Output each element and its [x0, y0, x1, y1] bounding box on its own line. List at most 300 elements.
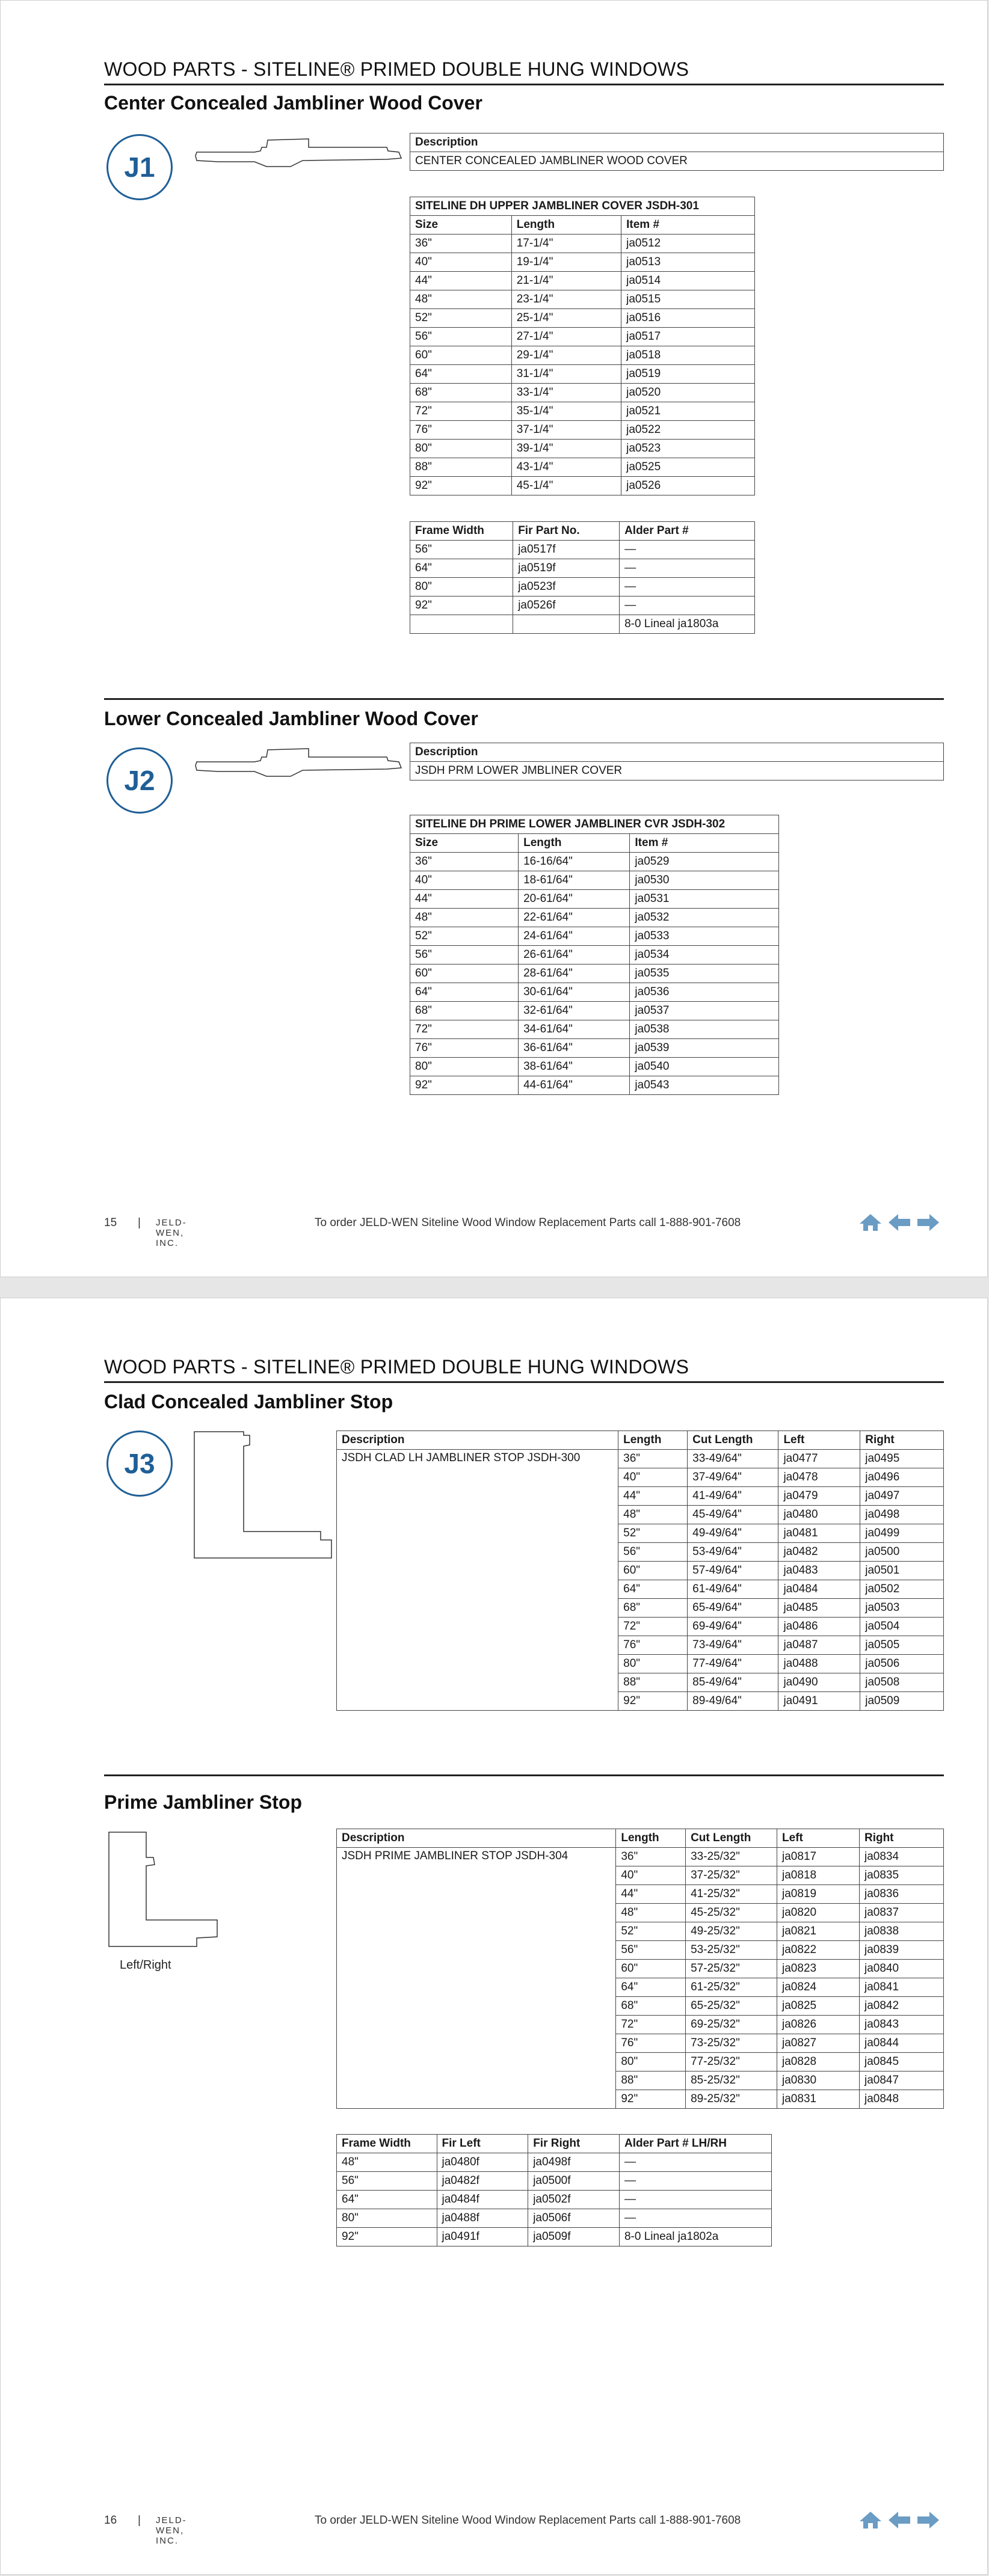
table-cell: 19-1/4" — [511, 253, 621, 272]
table-cell: 85-25/32" — [686, 2072, 777, 2090]
table-cell: ja0502 — [860, 1580, 944, 1599]
table-cell: 44" — [616, 1885, 686, 1904]
table-cell: ja0543 — [630, 1076, 779, 1095]
table-cell: 68" — [410, 1002, 519, 1020]
table-cell: — — [619, 2191, 771, 2209]
table-row — [410, 290, 755, 309]
table-cell: ja0840 — [859, 1960, 943, 1978]
table-row — [337, 2172, 772, 2191]
table-cell: ja0836 — [859, 1885, 943, 1904]
prime-jambliner-stop-profile-drawing — [106, 1830, 227, 1950]
footer-separator: | — [138, 2514, 141, 2527]
table-cell: ja0526 — [621, 477, 755, 495]
j1-table-title: SITELINE DH UPPER JAMBLINER COVER JSDH-301 — [410, 197, 755, 216]
table-cell: ja0506 — [860, 1655, 944, 1673]
table-cell: ja0501 — [860, 1562, 944, 1580]
table-cell: 64" — [410, 559, 513, 578]
table-cell: 52" — [618, 1524, 688, 1543]
table-row — [410, 346, 755, 365]
table-cell: ja0536 — [630, 983, 779, 1002]
table-cell: ja0531 — [630, 890, 779, 909]
table-cell: 22-61/64" — [519, 909, 630, 927]
table-cell: ja0497 — [860, 1487, 944, 1506]
clad-jambliner-stop-profile-drawing — [192, 1429, 336, 1562]
table-row — [410, 421, 755, 440]
table-cell: 40" — [618, 1468, 688, 1487]
table-cell: ja0520 — [621, 384, 755, 402]
table-cell: 26-61/64" — [519, 946, 630, 964]
table-cell: 56" — [410, 946, 519, 964]
table-cell: 57-25/32" — [686, 1960, 777, 1978]
order-phone-text: To order JELD-WEN Siteline Wood Window Replacement Parts call 1-888-901-7608 — [315, 2514, 741, 2527]
table-cell: ja0821 — [777, 1922, 860, 1941]
table-cell: 33-25/32" — [686, 1848, 777, 1866]
table-cell: ja0823 — [777, 1960, 860, 1978]
table-cell: 30-61/64" — [519, 983, 630, 1002]
table-cell: 89-49/64" — [688, 1692, 778, 1711]
table-cell: ja0828 — [777, 2053, 860, 2072]
table-cell: 88" — [410, 458, 512, 477]
table-row — [410, 541, 755, 559]
table-cell: ja0539 — [630, 1039, 779, 1058]
j1-frame-col-width: Frame Width — [410, 522, 513, 541]
table-cell: 56" — [618, 1543, 688, 1562]
table-cell: ja0835 — [859, 1866, 943, 1885]
table-cell — [410, 615, 513, 634]
table-cell: ja0503 — [860, 1599, 944, 1618]
table-cell: 69-25/32" — [686, 2016, 777, 2034]
j3-col-description: Description — [337, 1431, 618, 1450]
table-cell: ja0500 — [860, 1543, 944, 1562]
prime-frame-table — [336, 2134, 772, 2246]
table-cell: 68" — [616, 1997, 686, 2016]
table-cell: 92" — [410, 477, 512, 495]
prime-col-description: Description — [337, 1829, 616, 1848]
next-page-icon[interactable] — [916, 2510, 940, 2533]
table-cell: 25-1/4" — [511, 309, 621, 328]
table-cell: 48" — [410, 909, 519, 927]
table-cell: 28-61/64" — [519, 964, 630, 983]
table-cell: ja0485 — [778, 1599, 860, 1618]
page-header: WOOD PARTS - SITELINE® PRIMED DOUBLE HUNG WINDOWS — [104, 1356, 689, 1378]
j1-frame-table — [410, 521, 755, 634]
section-title-j3: Clad Concealed Jambliner Stop — [104, 1391, 393, 1412]
table-cell: 76" — [410, 1039, 519, 1058]
prime-table — [336, 1829, 944, 2109]
j2-table-title: SITELINE DH PRIME LOWER JAMBLINER CVR JSDH-302 — [410, 815, 779, 834]
table-cell: 77-49/64" — [688, 1655, 778, 1673]
table-cell: ja0509f — [528, 2228, 620, 2246]
table-cell: ja0496 — [860, 1468, 944, 1487]
j2-col-size: Size — [410, 834, 519, 853]
table-cell: 80" — [616, 2053, 686, 2072]
table-cell: — — [619, 2172, 771, 2191]
table-cell: ja0834 — [859, 1848, 943, 1866]
section-title-j2: Lower Concealed Jambliner Wood Cover — [104, 708, 478, 729]
table-cell: 48" — [337, 2153, 437, 2172]
table-cell: ja0831 — [777, 2090, 860, 2109]
table-cell: ja0477 — [778, 1450, 860, 1468]
section-rule-prime — [104, 1774, 944, 1776]
table-cell: 44" — [618, 1487, 688, 1506]
table-cell: 60" — [410, 346, 512, 365]
table-cell: 40" — [410, 871, 519, 890]
table-cell: ja0512 — [621, 235, 755, 253]
table-cell: 92" — [618, 1692, 688, 1711]
table-cell: — — [620, 541, 755, 559]
home-icon[interactable] — [858, 2510, 883, 2533]
section-title-j1: Center Concealed Jambliner Wood Cover — [104, 92, 482, 114]
table-cell: ja0490 — [778, 1673, 860, 1692]
table-cell: 41-25/32" — [686, 1885, 777, 1904]
jambliner-cover-profile-drawing — [194, 135, 405, 173]
table-row — [410, 1002, 779, 1020]
page-nav — [858, 1213, 940, 1235]
table-cell: 16-16/64" — [519, 853, 630, 871]
page-number: 15 — [104, 1216, 117, 1229]
table-cell: 23-1/4" — [511, 290, 621, 309]
table-cell: ja0517 — [621, 328, 755, 346]
table-cell: — — [619, 2209, 771, 2228]
table-cell: ja0498f — [528, 2153, 620, 2172]
header-rule — [104, 1381, 944, 1383]
j1-col-size: Size — [410, 216, 512, 235]
badge-j1: J1 — [106, 134, 173, 200]
table-cell: 88" — [616, 2072, 686, 2090]
table-row — [410, 328, 755, 346]
table-cell: 76" — [616, 2034, 686, 2053]
table-cell: ja0499 — [860, 1524, 944, 1543]
table-cell: ja0848 — [859, 2090, 943, 2109]
table-cell: 41-49/64" — [688, 1487, 778, 1506]
table-cell: 31-1/4" — [511, 365, 621, 384]
j3-col-length: Length — [618, 1431, 688, 1450]
page-15 — [0, 0, 988, 1277]
table-cell: ja0521 — [621, 402, 755, 421]
table-cell: 92" — [410, 1076, 519, 1095]
table-cell: 56" — [337, 2172, 437, 2191]
prime-frame-col-fir-right: Fir Right — [528, 2135, 620, 2153]
previous-page-icon[interactable] — [887, 2510, 911, 2533]
table-cell: ja0479 — [778, 1487, 860, 1506]
table-row — [337, 2228, 772, 2246]
table-cell: 44-61/64" — [519, 1076, 630, 1095]
table-cell: ja0819 — [777, 1885, 860, 1904]
table-cell: ja0486 — [778, 1618, 860, 1636]
next-page-icon[interactable] — [916, 1213, 940, 1235]
table-cell: — — [620, 596, 755, 615]
table-cell: 48" — [618, 1506, 688, 1524]
table-cell: 88" — [618, 1673, 688, 1692]
table-cell: ja0534 — [630, 946, 779, 964]
table-cell: 17-1/4" — [511, 235, 621, 253]
table-cell: 35-1/4" — [511, 402, 621, 421]
table-cell: ja0504 — [860, 1618, 944, 1636]
table-cell: ja0480 — [778, 1506, 860, 1524]
table-cell: ja0847 — [859, 2072, 943, 2090]
company-name: JELD-WEN, INC. — [156, 1218, 187, 1248]
table-cell: ja0532 — [630, 909, 779, 927]
table-cell: 80" — [618, 1655, 688, 1673]
table-cell: 24-61/64" — [519, 927, 630, 946]
table-cell: 33-49/64" — [688, 1450, 778, 1468]
table-row — [337, 1848, 944, 1866]
table-cell: ja0837 — [859, 1904, 943, 1922]
table-cell: 32-61/64" — [519, 1002, 630, 1020]
table-cell: 64" — [410, 983, 519, 1002]
table-cell: 48" — [616, 1904, 686, 1922]
table-cell: ja0505 — [860, 1636, 944, 1655]
table-cell: 49-25/32" — [686, 1922, 777, 1941]
table-cell: ja0517f — [513, 541, 620, 559]
table-cell — [513, 615, 620, 634]
j1-description-table — [410, 133, 944, 171]
table-cell: 8-0 Lineal ja1803a — [620, 615, 755, 634]
j2-col-length: Length — [519, 834, 630, 853]
page-header: WOOD PARTS - SITELINE® PRIMED DOUBLE HUNG WINDOWS — [104, 58, 689, 80]
table-cell: ja0830 — [777, 2072, 860, 2090]
description-cell: JSDH PRIME JAMBLINER STOP JSDH-304 — [337, 1848, 616, 2109]
table-cell: 73-49/64" — [688, 1636, 778, 1655]
page-number: 16 — [104, 2514, 117, 2527]
table-cell: ja0540 — [630, 1058, 779, 1076]
table-cell: ja0523f — [513, 578, 620, 596]
table-cell: 92" — [337, 2228, 437, 2246]
table-cell: 56" — [410, 328, 512, 346]
table-cell: 37-49/64" — [688, 1468, 778, 1487]
table-cell: ja0514 — [621, 272, 755, 290]
table-cell: ja0844 — [859, 2034, 943, 2053]
j1-desc-header: Description — [410, 133, 944, 152]
table-cell: ja0529 — [630, 853, 779, 871]
table-cell: ja0827 — [777, 2034, 860, 2053]
table-cell: 57-49/64" — [688, 1562, 778, 1580]
table-cell: 40" — [616, 1866, 686, 1885]
table-cell: 52" — [616, 1922, 686, 1941]
table-row — [410, 1058, 779, 1076]
table-cell: 68" — [618, 1599, 688, 1618]
table-cell: 76" — [618, 1636, 688, 1655]
j1-frame-col-alder: Alder Part # — [620, 522, 755, 541]
table-cell: 37-1/4" — [511, 421, 621, 440]
table-cell: 52" — [410, 309, 512, 328]
table-row — [410, 909, 779, 927]
j2-col-item: Item # — [630, 834, 779, 853]
table-cell: ja0478 — [778, 1468, 860, 1487]
table-cell: ja0491 — [778, 1692, 860, 1711]
j3-col-left: Left — [778, 1431, 860, 1450]
table-cell: 72" — [410, 402, 512, 421]
table-cell: 21-1/4" — [511, 272, 621, 290]
table-cell: ja0484 — [778, 1580, 860, 1599]
table-cell: ja0826 — [777, 2016, 860, 2034]
table-row — [410, 853, 779, 871]
table-cell: ja0537 — [630, 1002, 779, 1020]
table-row — [337, 1450, 944, 1468]
table-row — [410, 1076, 779, 1095]
table-cell: ja0825 — [777, 1997, 860, 2016]
table-cell: ja0488f — [437, 2209, 528, 2228]
table-row — [410, 596, 755, 615]
company-name: JELD-WEN, INC. — [156, 2515, 187, 2546]
table-cell: 68" — [410, 384, 512, 402]
table-cell: ja0533 — [630, 927, 779, 946]
j3-col-cut-length: Cut Length — [688, 1431, 778, 1450]
table-cell: 45-49/64" — [688, 1506, 778, 1524]
table-cell: ja0841 — [859, 1978, 943, 1997]
j1-frame-col-fir: Fir Part No. — [513, 522, 620, 541]
table-cell: 36" — [618, 1450, 688, 1468]
table-cell: 40" — [410, 253, 512, 272]
table-cell: 72" — [618, 1618, 688, 1636]
section-rule-j2 — [104, 698, 944, 700]
table-cell: 56" — [616, 1941, 686, 1960]
j1-desc-value: CENTER CONCEALED JAMBLINER WOOD COVER — [410, 152, 944, 171]
table-row — [410, 477, 755, 495]
table-cell: 44" — [410, 272, 512, 290]
table-cell: 80" — [410, 1058, 519, 1076]
table-cell: ja0839 — [859, 1941, 943, 1960]
section-title-prime: Prime Jambliner Stop — [104, 1791, 302, 1813]
table-cell: ja0519 — [621, 365, 755, 384]
prime-frame-col-width: Frame Width — [337, 2135, 437, 2153]
table-cell: 80" — [337, 2209, 437, 2228]
table-cell: ja0843 — [859, 2016, 943, 2034]
order-phone-text: To order JELD-WEN Siteline Wood Window Replacement Parts call 1-888-901-7608 — [315, 1216, 741, 1229]
table-cell: ja0483 — [778, 1562, 860, 1580]
table-cell: 53-49/64" — [688, 1543, 778, 1562]
table-cell: ja0482f — [437, 2172, 528, 2191]
table-cell: ja0515 — [621, 290, 755, 309]
table-row — [410, 1039, 779, 1058]
prime-col-left: Left — [777, 1829, 860, 1848]
table-cell: ja0513 — [621, 253, 755, 272]
table-cell: ja0495 — [860, 1450, 944, 1468]
table-cell: 36" — [616, 1848, 686, 1866]
table-cell: 56" — [410, 541, 513, 559]
j1-length-table — [410, 197, 755, 495]
table-cell: 44" — [410, 890, 519, 909]
prime-frame-col-fir-left: Fir Left — [437, 2135, 528, 2153]
table-cell: 36" — [410, 235, 512, 253]
table-cell: 49-49/64" — [688, 1524, 778, 1543]
j2-desc-header: Description — [410, 743, 944, 762]
table-row — [410, 983, 779, 1002]
header-rule — [104, 84, 944, 85]
table-cell: ja0481 — [778, 1524, 860, 1543]
badge-j3: J3 — [106, 1431, 173, 1497]
table-row — [410, 871, 779, 890]
table-cell: — — [620, 578, 755, 596]
table-cell: 73-25/32" — [686, 2034, 777, 2053]
table-cell: ja0838 — [859, 1922, 943, 1941]
table-cell: 80" — [410, 440, 512, 458]
table-row — [410, 458, 755, 477]
table-cell: 34-61/64" — [519, 1020, 630, 1039]
table-cell: 27-1/4" — [511, 328, 621, 346]
table-row — [410, 927, 779, 946]
j3-col-right: Right — [860, 1431, 944, 1450]
table-cell: ja0500f — [528, 2172, 620, 2191]
table-row — [410, 890, 779, 909]
table-cell: ja0842 — [859, 1997, 943, 2016]
previous-page-icon[interactable] — [887, 1213, 911, 1235]
table-row — [410, 402, 755, 421]
table-row — [337, 2153, 772, 2172]
table-cell: ja0523 — [621, 440, 755, 458]
table-cell: 64" — [337, 2191, 437, 2209]
table-cell: ja0522 — [621, 421, 755, 440]
table-row — [410, 946, 779, 964]
j3-table — [336, 1431, 944, 1711]
table-cell: 72" — [410, 1020, 519, 1039]
profile-caption: Left/Right — [120, 1958, 171, 1972]
table-cell: ja0498 — [860, 1506, 944, 1524]
table-cell: ja0487 — [778, 1636, 860, 1655]
table-row — [410, 964, 779, 983]
table-cell: ja0509 — [860, 1692, 944, 1711]
page-16 — [0, 1298, 988, 2575]
table-row — [410, 365, 755, 384]
page-nav — [858, 2510, 940, 2533]
table-row — [410, 384, 755, 402]
table-cell: ja0508 — [860, 1673, 944, 1692]
description-cell: JSDH CLAD LH JAMBLINER STOP JSDH-300 — [337, 1450, 618, 1711]
table-cell: 60" — [616, 1960, 686, 1978]
table-cell: 60" — [618, 1562, 688, 1580]
j2-description-table — [410, 743, 944, 780]
table-row — [410, 1020, 779, 1039]
home-icon[interactable] — [858, 1213, 883, 1235]
table-row — [410, 559, 755, 578]
table-cell: 76" — [410, 421, 512, 440]
table-cell: 45-1/4" — [511, 477, 621, 495]
table-cell: 89-25/32" — [686, 2090, 777, 2109]
table-cell: ja0488 — [778, 1655, 860, 1673]
table-cell: 80" — [410, 578, 513, 596]
table-cell: 64" — [616, 1978, 686, 1997]
table-row — [410, 272, 755, 290]
table-row — [410, 440, 755, 458]
table-cell: 64" — [410, 365, 512, 384]
table-cell: 20-61/64" — [519, 890, 630, 909]
table-cell: ja0526f — [513, 596, 620, 615]
prime-col-right: Right — [859, 1829, 943, 1848]
table-cell: 61-25/32" — [686, 1978, 777, 1997]
table-cell: 52" — [410, 927, 519, 946]
footer-separator: | — [138, 1216, 141, 1229]
table-cell: 39-1/4" — [511, 440, 621, 458]
table-cell: 64" — [618, 1580, 688, 1599]
prime-col-length: Length — [616, 1829, 686, 1848]
table-cell: 69-49/64" — [688, 1618, 778, 1636]
table-cell: 33-1/4" — [511, 384, 621, 402]
table-cell: ja0817 — [777, 1848, 860, 1866]
table-cell: 8-0 Lineal ja1802a — [619, 2228, 771, 2246]
table-cell: ja0491f — [437, 2228, 528, 2246]
table-cell: 29-1/4" — [511, 346, 621, 365]
table-row — [337, 2209, 772, 2228]
table-cell: 53-25/32" — [686, 1941, 777, 1960]
table-cell: 48" — [410, 290, 512, 309]
table-row — [410, 578, 755, 596]
table-cell: 38-61/64" — [519, 1058, 630, 1076]
table-cell: ja0535 — [630, 964, 779, 983]
table-cell: ja0525 — [621, 458, 755, 477]
table-cell: ja0818 — [777, 1866, 860, 1885]
table-cell: 36" — [410, 853, 519, 871]
table-cell: ja0824 — [777, 1978, 860, 1997]
